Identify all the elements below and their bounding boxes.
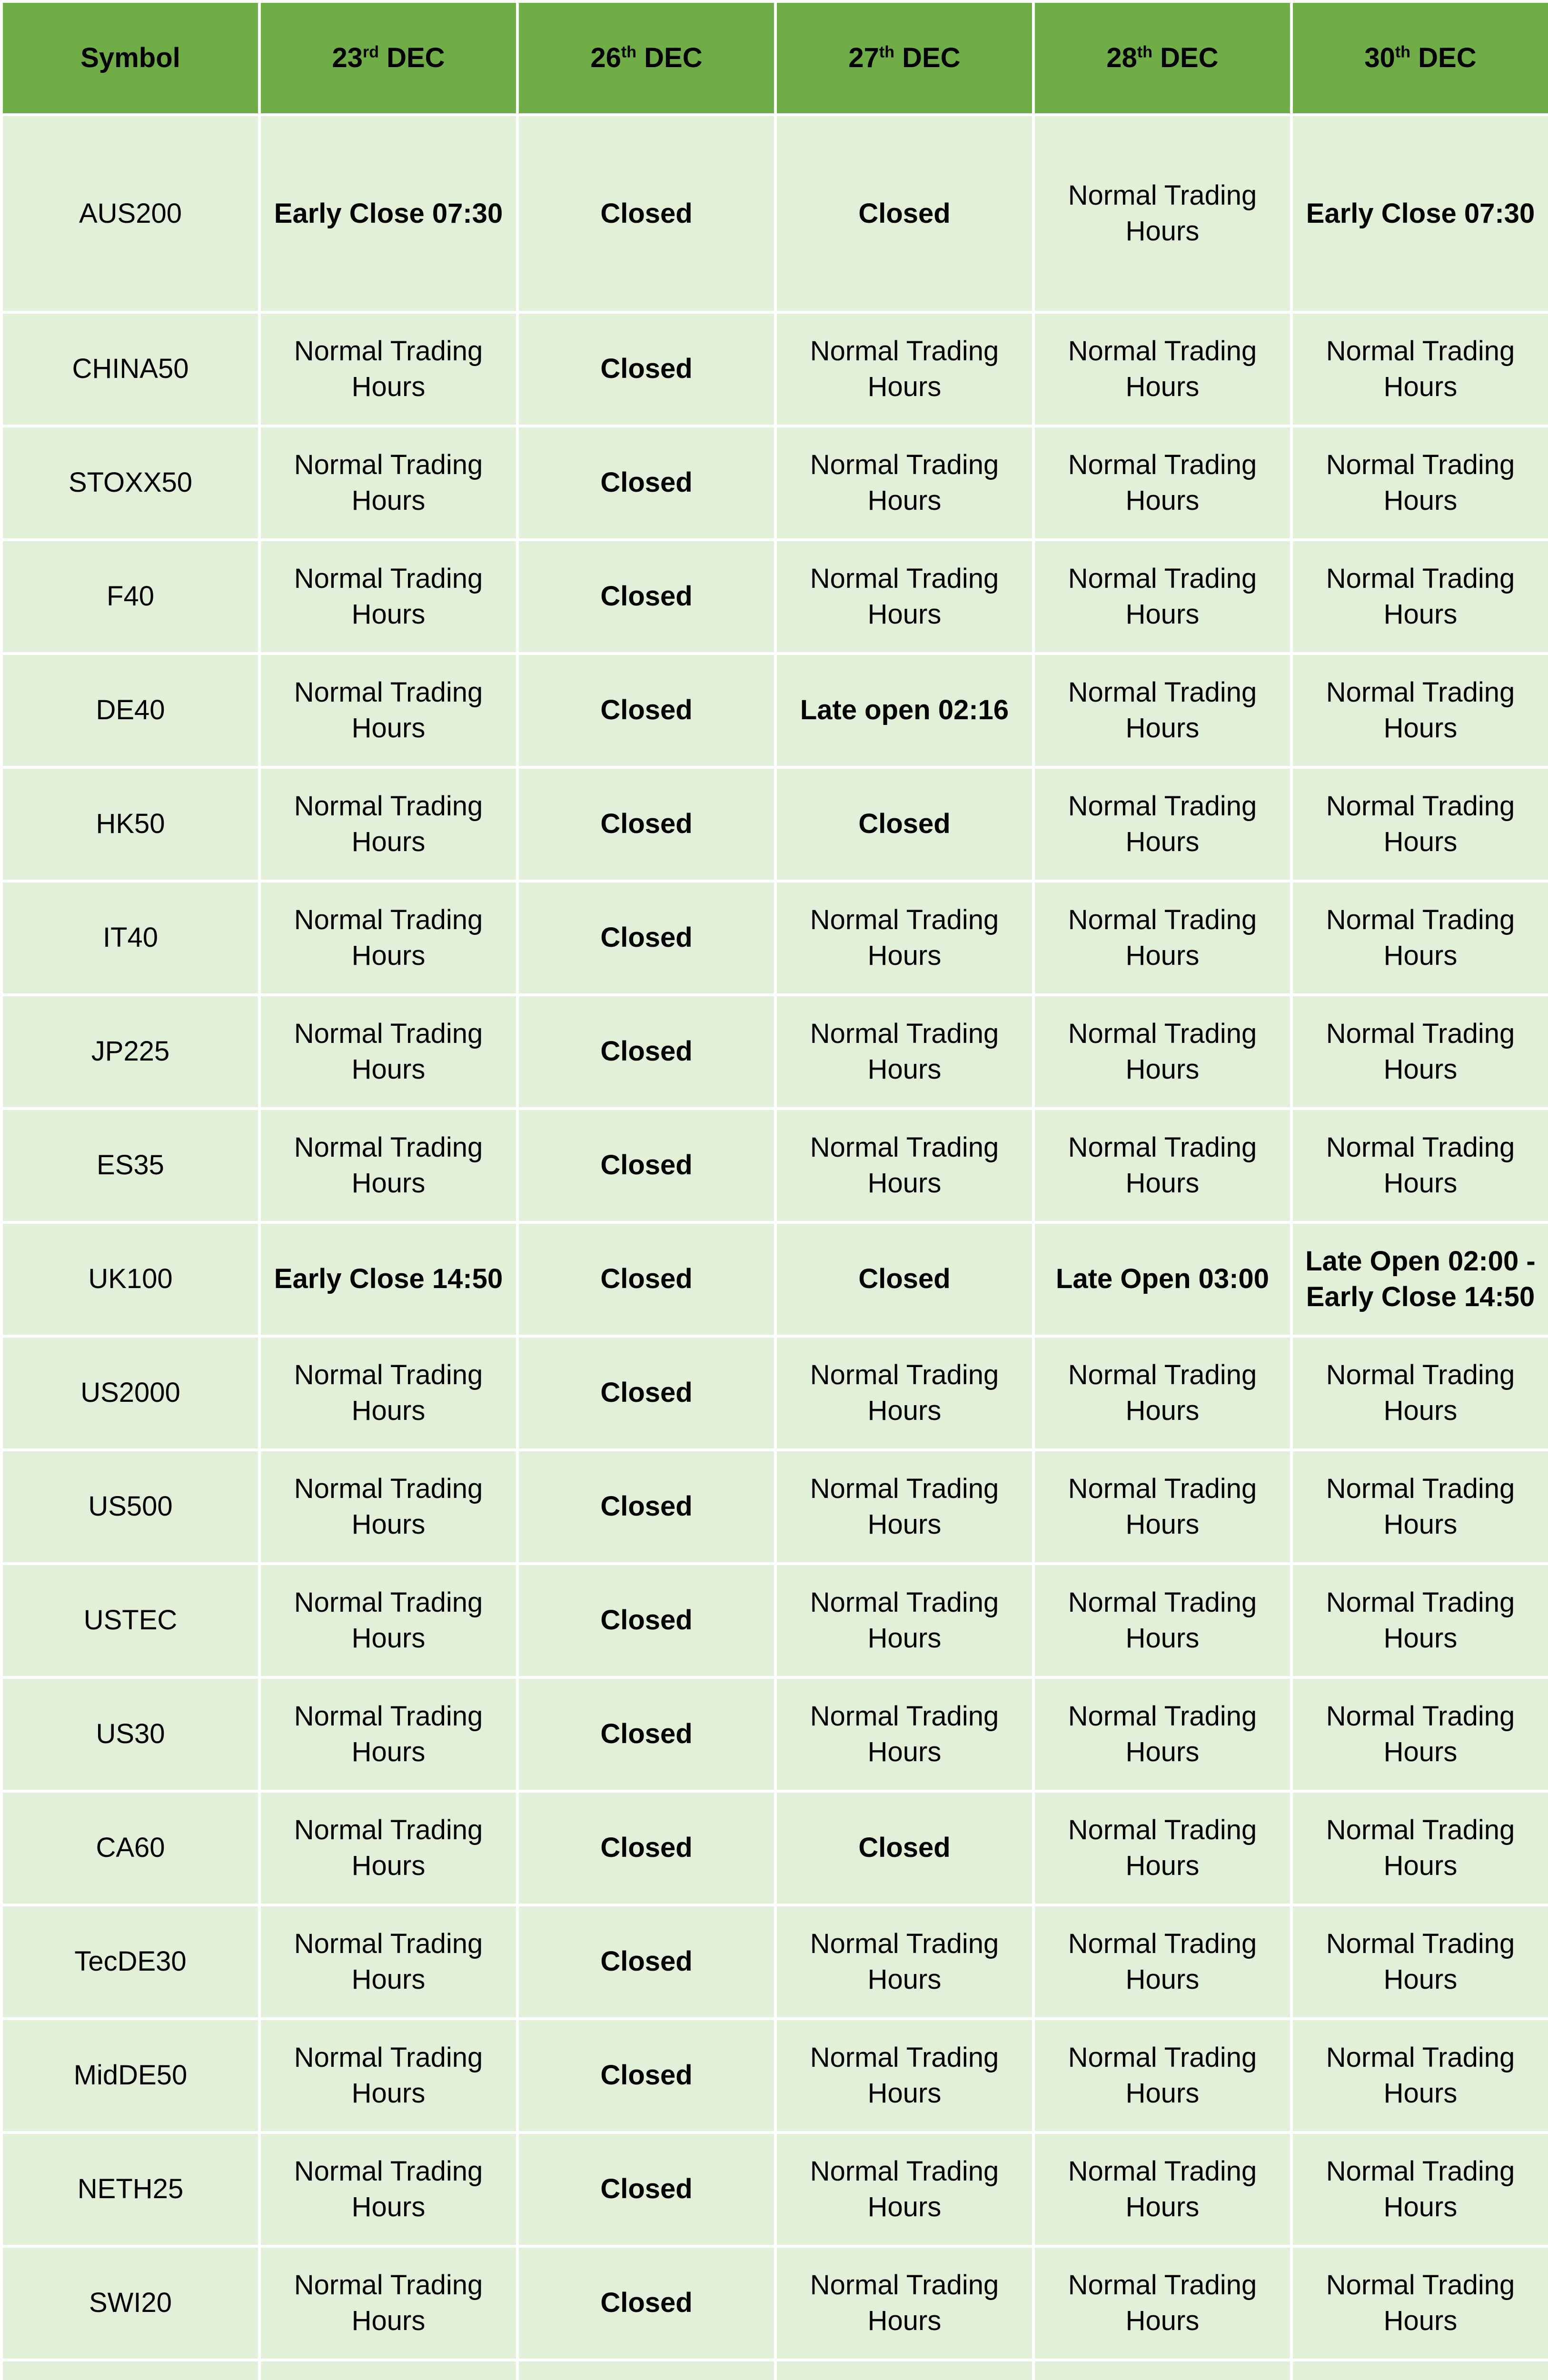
header-date-28: 28th DEC <box>1033 1 1291 115</box>
table-row <box>1 540 1548 654</box>
table-row <box>1 1791 1548 1905</box>
date-30-cell: Normal Trading Hours <box>1291 767 1548 881</box>
date-28-cell: Normal Trading Hours <box>1033 540 1291 654</box>
date-28-cell: Normal Trading Hours <box>1033 115 1291 312</box>
header-row <box>1 1 1548 115</box>
date-30-cell: Normal Trading Hours <box>1291 995 1548 1109</box>
date-28-cell: Normal Trading Hours <box>1033 426 1291 540</box>
date-27-cell: Late open 02:16 <box>775 654 1033 767</box>
table-header <box>1 1 1548 115</box>
header-date-30: 30th DEC <box>1291 1 1548 115</box>
date-28-cell: Normal Trading Hours <box>1033 767 1291 881</box>
table-row <box>1 1450 1548 1564</box>
date-28-cell: Late Open 03:00 <box>1033 1222 1291 1336</box>
symbol-cell: TecDE30 <box>1 1905 259 2019</box>
date-27-cell: Normal Trading Hours <box>775 1677 1033 1791</box>
date-28-cell: Normal Trading Hours <box>1033 1450 1291 1564</box>
symbol-cell: USTEC <box>1 1564 259 1677</box>
date-23-cell: Normal Trading Hours <box>259 1564 517 1677</box>
table-row <box>1 1109 1548 1222</box>
date-26-cell: Closed <box>517 426 775 540</box>
symbol-cell: US2000 <box>1 1336 259 1450</box>
date-23-cell <box>259 2360 517 2380</box>
header-date-23: 23rd DEC <box>259 1 517 115</box>
table-row <box>1 2246 1548 2360</box>
table-row <box>1 1905 1548 2019</box>
date-30-cell: Normal Trading Hours <box>1291 2019 1548 2132</box>
date-26-cell: Closed <box>517 1677 775 1791</box>
date-30-cell: Normal Trading Hours <box>1291 1336 1548 1450</box>
date-26-cell <box>517 2360 775 2380</box>
date-27-cell: Normal Trading Hours <box>775 312 1033 426</box>
date-27-cell: Normal Trading Hours <box>775 1336 1033 1450</box>
date-23-cell: Normal Trading Hours <box>259 2246 517 2360</box>
date-27-cell: Normal Trading Hours <box>775 1109 1033 1222</box>
date-27-cell: Closed <box>775 767 1033 881</box>
date-30-cell: Normal Trading Hours <box>1291 1677 1548 1791</box>
symbol-cell: US30 <box>1 1677 259 1791</box>
date-23-cell: Normal Trading Hours <box>259 312 517 426</box>
symbol-cell: IT40 <box>1 881 259 995</box>
date-23-cell: Normal Trading Hours <box>259 995 517 1109</box>
date-23-cell: Normal Trading Hours <box>259 654 517 767</box>
table-row <box>1 115 1548 312</box>
date-26-cell: Closed <box>517 995 775 1109</box>
table-row <box>1 1564 1548 1677</box>
symbol-cell: NETH25 <box>1 2132 259 2246</box>
symbol-cell: UK100 <box>1 1222 259 1336</box>
table-row <box>1 995 1548 1109</box>
date-30-cell: Early Close 07:30 <box>1291 115 1548 312</box>
symbol-cell: JP225 <box>1 995 259 1109</box>
date-30-cell: Normal Trading Hours <box>1291 426 1548 540</box>
date-26-cell: Closed <box>517 1222 775 1336</box>
date-23-cell: Normal Trading Hours <box>259 1109 517 1222</box>
date-30-cell: Normal Trading Hours <box>1291 654 1548 767</box>
symbol-cell <box>1 2360 259 2380</box>
date-26-cell: Closed <box>517 1564 775 1677</box>
table-row <box>1 1222 1548 1336</box>
date-27-cell: Normal Trading Hours <box>775 1564 1033 1677</box>
date-23-cell: Early Close 07:30 <box>259 115 517 312</box>
date-30-cell <box>1291 2360 1548 2380</box>
date-27-cell: Normal Trading Hours <box>775 540 1033 654</box>
symbol-cell: SWI20 <box>1 2246 259 2360</box>
symbol-cell: MidDE50 <box>1 2019 259 2132</box>
date-28-cell: Normal Trading Hours <box>1033 1905 1291 2019</box>
date-26-cell: Closed <box>517 1450 775 1564</box>
table-row <box>1 654 1548 767</box>
header-symbol: Symbol <box>1 1 259 115</box>
date-26-cell: Closed <box>517 1109 775 1222</box>
header-date-26: 26th DEC <box>517 1 775 115</box>
date-28-cell: Normal Trading Hours <box>1033 312 1291 426</box>
date-23-cell: Normal Trading Hours <box>259 1336 517 1450</box>
date-27-cell: Normal Trading Hours <box>775 881 1033 995</box>
date-23-cell: Normal Trading Hours <box>259 540 517 654</box>
symbol-cell: ES35 <box>1 1109 259 1222</box>
date-26-cell: Closed <box>517 654 775 767</box>
date-27-cell: Normal Trading Hours <box>775 2246 1033 2360</box>
date-27-cell: Normal Trading Hours <box>775 426 1033 540</box>
date-28-cell: Normal Trading Hours <box>1033 2019 1291 2132</box>
date-26-cell: Closed <box>517 312 775 426</box>
date-23-cell: Normal Trading Hours <box>259 1677 517 1791</box>
symbol-cell: AUS200 <box>1 115 259 312</box>
date-23-cell: Normal Trading Hours <box>259 2132 517 2246</box>
date-26-cell: Closed <box>517 2019 775 2132</box>
date-26-cell: Closed <box>517 2132 775 2246</box>
table-row <box>1 426 1548 540</box>
date-28-cell: Normal Trading Hours <box>1033 995 1291 1109</box>
date-26-cell: Closed <box>517 540 775 654</box>
date-27-cell: Closed <box>775 1222 1033 1336</box>
date-23-cell: Normal Trading Hours <box>259 1450 517 1564</box>
symbol-cell: STOXX50 <box>1 426 259 540</box>
symbol-cell: US500 <box>1 1450 259 1564</box>
date-27-cell <box>775 2360 1033 2380</box>
date-30-cell: Normal Trading Hours <box>1291 2246 1548 2360</box>
date-27-cell: Normal Trading Hours <box>775 2132 1033 2246</box>
date-26-cell: Closed <box>517 767 775 881</box>
date-28-cell: Normal Trading Hours <box>1033 881 1291 995</box>
date-27-cell: Closed <box>775 1791 1033 1905</box>
table-row <box>1 1677 1548 1791</box>
table-row <box>1 881 1548 995</box>
date-23-cell: Early Close 14:50 <box>259 1222 517 1336</box>
date-30-cell: Normal Trading Hours <box>1291 2132 1548 2246</box>
date-27-cell: Closed <box>775 115 1033 312</box>
date-26-cell: Closed <box>517 1336 775 1450</box>
date-28-cell: Normal Trading Hours <box>1033 1109 1291 1222</box>
date-30-cell: Normal Trading Hours <box>1291 1109 1548 1222</box>
table-row <box>1 2360 1548 2380</box>
date-30-cell: Normal Trading Hours <box>1291 881 1548 995</box>
symbol-cell: F40 <box>1 540 259 654</box>
date-26-cell: Closed <box>517 881 775 995</box>
date-30-cell: Normal Trading Hours <box>1291 1450 1548 1564</box>
table-body <box>1 115 1548 2380</box>
date-23-cell: Normal Trading Hours <box>259 767 517 881</box>
date-30-cell: Normal Trading Hours <box>1291 1905 1548 2019</box>
date-26-cell: Closed <box>517 1905 775 2019</box>
table-row <box>1 1336 1548 1450</box>
header-date-27: 27th DEC <box>775 1 1033 115</box>
date-28-cell: Normal Trading Hours <box>1033 2246 1291 2360</box>
date-26-cell: Closed <box>517 2246 775 2360</box>
symbol-cell: CA60 <box>1 1791 259 1905</box>
symbol-cell: HK50 <box>1 767 259 881</box>
symbol-cell: CHINA50 <box>1 312 259 426</box>
table-row <box>1 767 1548 881</box>
date-28-cell <box>1033 2360 1291 2380</box>
date-28-cell: Normal Trading Hours <box>1033 1336 1291 1450</box>
date-23-cell: Normal Trading Hours <box>259 881 517 995</box>
table-row <box>1 312 1548 426</box>
date-28-cell: Normal Trading Hours <box>1033 1791 1291 1905</box>
date-30-cell: Normal Trading Hours <box>1291 1791 1548 1905</box>
date-27-cell: Normal Trading Hours <box>775 1905 1033 2019</box>
date-27-cell: Normal Trading Hours <box>775 995 1033 1109</box>
date-23-cell: Normal Trading Hours <box>259 1791 517 1905</box>
symbol-cell: DE40 <box>1 654 259 767</box>
date-28-cell: Normal Trading Hours <box>1033 654 1291 767</box>
date-23-cell: Normal Trading Hours <box>259 1905 517 2019</box>
date-28-cell: Normal Trading Hours <box>1033 1677 1291 1791</box>
table-row <box>1 2019 1548 2132</box>
date-30-cell: Normal Trading Hours <box>1291 1564 1548 1677</box>
date-28-cell: Normal Trading Hours <box>1033 2132 1291 2246</box>
date-30-cell: Normal Trading Hours <box>1291 312 1548 426</box>
date-26-cell: Closed <box>517 1791 775 1905</box>
date-28-cell: Normal Trading Hours <box>1033 1564 1291 1677</box>
date-27-cell: Normal Trading Hours <box>775 1450 1033 1564</box>
date-30-cell: Late Open 02:00 - Early Close 14:50 <box>1291 1222 1548 1336</box>
date-23-cell: Normal Trading Hours <box>259 426 517 540</box>
date-23-cell: Normal Trading Hours <box>259 2019 517 2132</box>
date-30-cell: Normal Trading Hours <box>1291 540 1548 654</box>
date-27-cell: Normal Trading Hours <box>775 2019 1033 2132</box>
date-26-cell: Closed <box>517 115 775 312</box>
table-row <box>1 2132 1548 2246</box>
